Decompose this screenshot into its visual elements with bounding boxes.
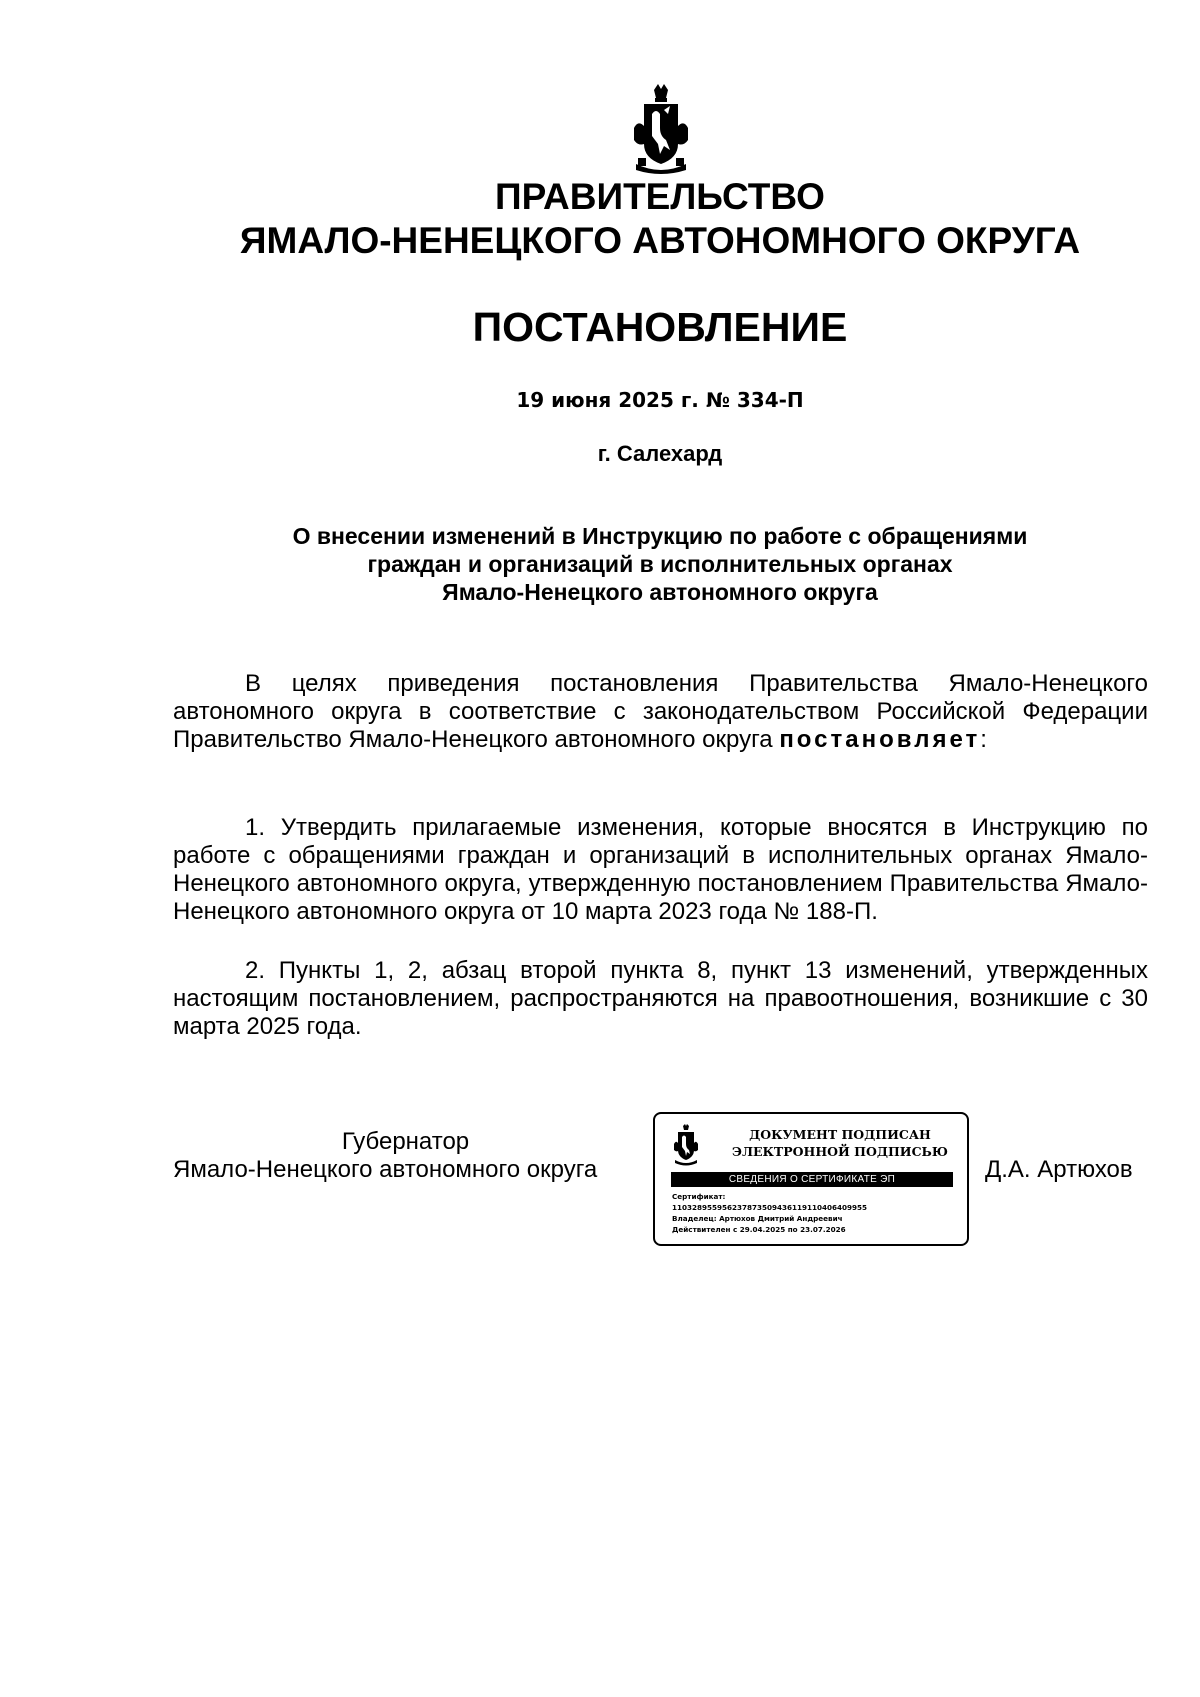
preamble-text: В целях приведения постановления Правительства Ямало-Ненецкого автономного округа в соответствие с законодательством Российской Федерации Правительство Ямало-Ненецкого автономного округа (173, 670, 1148, 753)
organization-name-line2: ЯМАЛО-НЕНЕЦКОГО АВТОНОМНОГО ОКРУГА (239, 220, 1081, 261)
certificate-details (672, 1191, 867, 1235)
item-1-paragraph (173, 814, 1148, 926)
document-subject (60, 522, 1200, 606)
electronic-signature-stamp (653, 1112, 969, 1246)
coat-of-arms-icon (630, 84, 692, 178)
certificate-owner: Владелец: Артюхов Дмитрий Андреевич (672, 1214, 843, 1223)
certificate-info-bar: СВЕДЕНИЯ О СЕРТИФИКАТЕ ЭП (671, 1172, 953, 1187)
certificate-validity: Действителен с 29.04.2025 по 23.07.2026 (672, 1225, 846, 1234)
signatory-title: Губернатор (341, 1128, 470, 1155)
organization-name-line1: ПРАВИТЕЛЬСТВО (495, 176, 825, 217)
signatory-region: Ямало-Ненецкого автономного округа (173, 1156, 598, 1183)
stamp-emblem-icon (673, 1124, 699, 1166)
subject-line: О внесении изменений в Инструкцию по работе с обращениями (292, 523, 1028, 549)
item-2-text: 2. Пункты 1, 2, абзац второй пункта 8, пункт 13 изменений, утвержденных настоящим постановлением, распространяются на правоотношения, возникшие с 30 марта 2025 года. (173, 957, 1148, 1040)
document-type: ПОСТАНОВЛЕНИЕ (472, 304, 848, 350)
preamble-paragraph (173, 670, 1148, 754)
certificate-number: 110328955956237873509436119110406409955 (672, 1203, 868, 1212)
item-1-text: 1. Утвердить прилагаемые изменения, которые вносятся в Инструкцию по работе с обращениями граждан и организаций в исполнительных органах Ямало-Ненецкого автономного округа, утвержденную постановлением Правительства Ямало-Ненецкого автономного округа от 10 марта 2023 года № 188-П. (173, 814, 1148, 925)
date-and-number: 19 июня 2025 г. № 334-П (516, 388, 804, 412)
decree-colon: : (980, 726, 987, 753)
stamp-title-line: ЭЛЕКТРОННОЙ ПОДПИСЬЮ (732, 1144, 948, 1159)
signatory-name: Д.А. Артюхов (985, 1156, 1133, 1183)
stamp-title (725, 1126, 955, 1160)
certificate-label: Сертификат: (672, 1192, 726, 1201)
item-2-paragraph (173, 957, 1148, 1041)
subject-line: граждан и организаций в исполнительных органах (367, 551, 953, 577)
subject-line: Ямало-Ненецкого автономного округа (442, 579, 878, 605)
decree-word: постановляет (779, 726, 981, 753)
city: г. Салехард (597, 441, 723, 466)
stamp-title-line: ДОКУМЕНТ ПОДПИСАН (749, 1127, 931, 1142)
